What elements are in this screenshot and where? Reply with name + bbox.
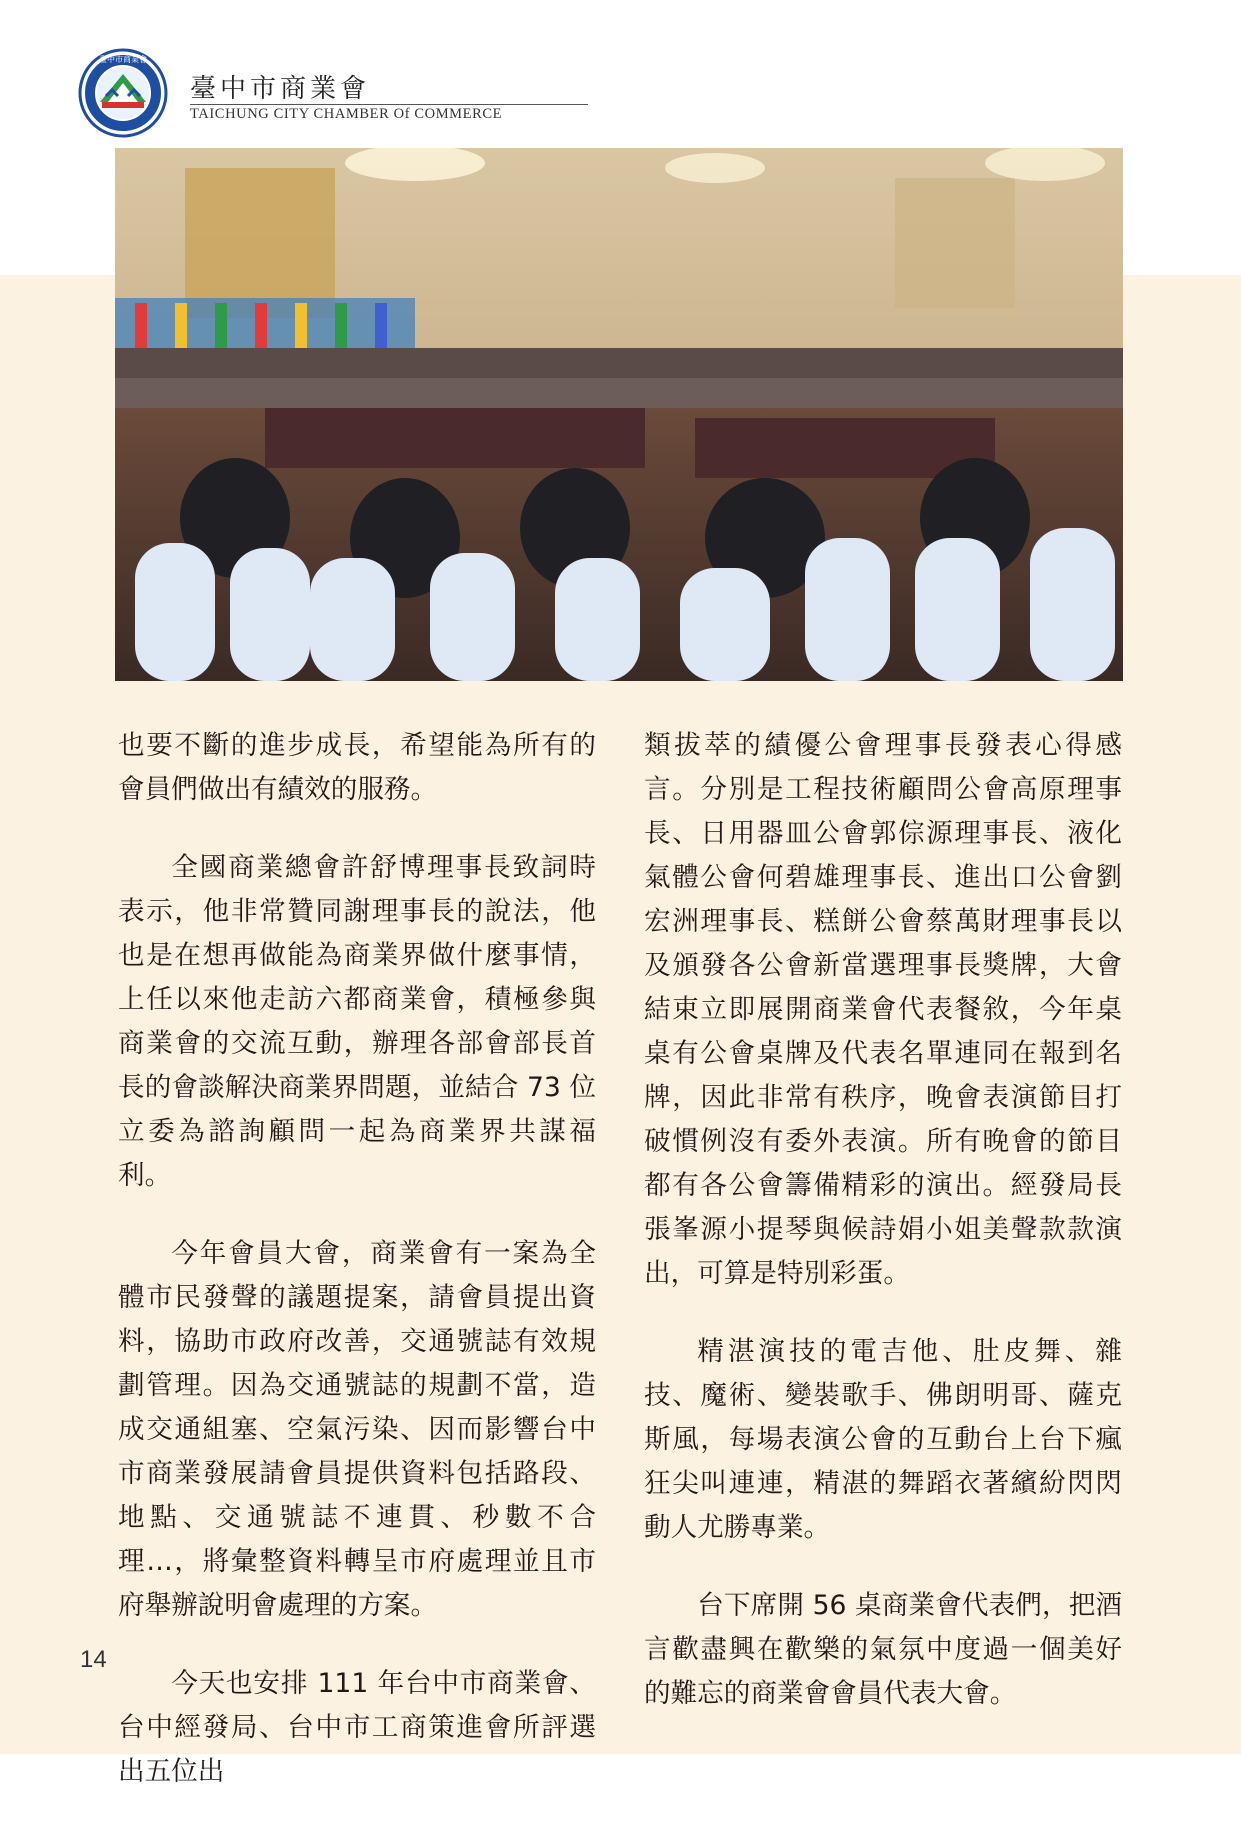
svg-text:臺中市商業會: 臺中市商業會 <box>99 55 147 64</box>
conference-hall-photo <box>115 148 1123 681</box>
paragraph: 類拔萃的績優公會理事長發表心得感言。分別是工程技術顧問公會高原理事長、日用器皿公會郭倧源理事長、液化氣體公會何碧雄理事長、進出口公會劉宏洲理事長、糕餅公會蔡萬財理事長以及頒發各公會新當選理事長獎牌，大會結束立即展開商業會代表餐敘，今年桌桌有公會桌牌及代表名單連同在報到名牌，因此非常有秩序，晚會表演節目打破慣例沒有委外表演。所有晚會的節目都有各公會籌備精彩的演出。經發局長張峯源小提琴與候詩娟小姐美聲款款演出，可算是特別彩蛋。 <box>644 730 1122 1289</box>
header-divider <box>190 104 588 105</box>
page-number: 14 <box>80 1646 107 1673</box>
paragraph: 台下席開 56 桌商業會代表們，把酒言歡盡興在歡樂的氣氛中度過一個美好的難忘的商業會會員代表大會。 <box>644 1590 1122 1709</box>
right-text-column <box>644 724 1122 1750</box>
paragraph: 也要不斷的進步成長，希望能為所有的會員們做出有績效的服務。 <box>118 730 596 805</box>
paragraph: 今年會員大會，商業會有一案為全體市民發聲的議題提案，請會員提出資料，協助市政府改善，交通號誌有效規劃管理。因為交通號誌的規劃不當，造成交通組塞、空氣污染、因而影響台中市商業發展請會員提供資料包括路段、地點、交通號誌不連貫、秒數不合理…，將彙整資料轉呈市府處理並且市府舉辦說明會處理的方案。 <box>118 1238 596 1621</box>
paragraph: 今天也安排 111 年台中市商業會、台中經發局、台中市工商策進會所評選出五位出 <box>118 1668 596 1787</box>
left-text-column <box>118 724 596 1828</box>
page-header <box>78 46 518 146</box>
header-title: 臺中市商業會 <box>190 74 371 104</box>
paragraph: 全國商業總會許舒博理事長致詞時表示，他非常贊同謝理事長的說法，他也是在想再做能為商業界做什麼事情，上任以來他走訪六都商業會，積極參與商業會的交流互動，辦理各部會部長首長的會談解決商業界問題，並結合 73 位立委為諮詢顧問一起為商業界共謀福利。 <box>118 852 596 1191</box>
chamber-logo-icon <box>78 46 168 140</box>
header-subtitle: TAICHUNG CITY CHAMBER Of COMMERCE <box>190 106 503 122</box>
paragraph: 精湛演技的電吉他、肚皮舞、雜技、魔術、變裝歌手、佛朗明哥、薩克斯風，每場表演公會的互動台上台下瘋狂尖叫連連，精湛的舞蹈衣著繽紛閃閃動人尤勝專業。 <box>644 1336 1122 1543</box>
